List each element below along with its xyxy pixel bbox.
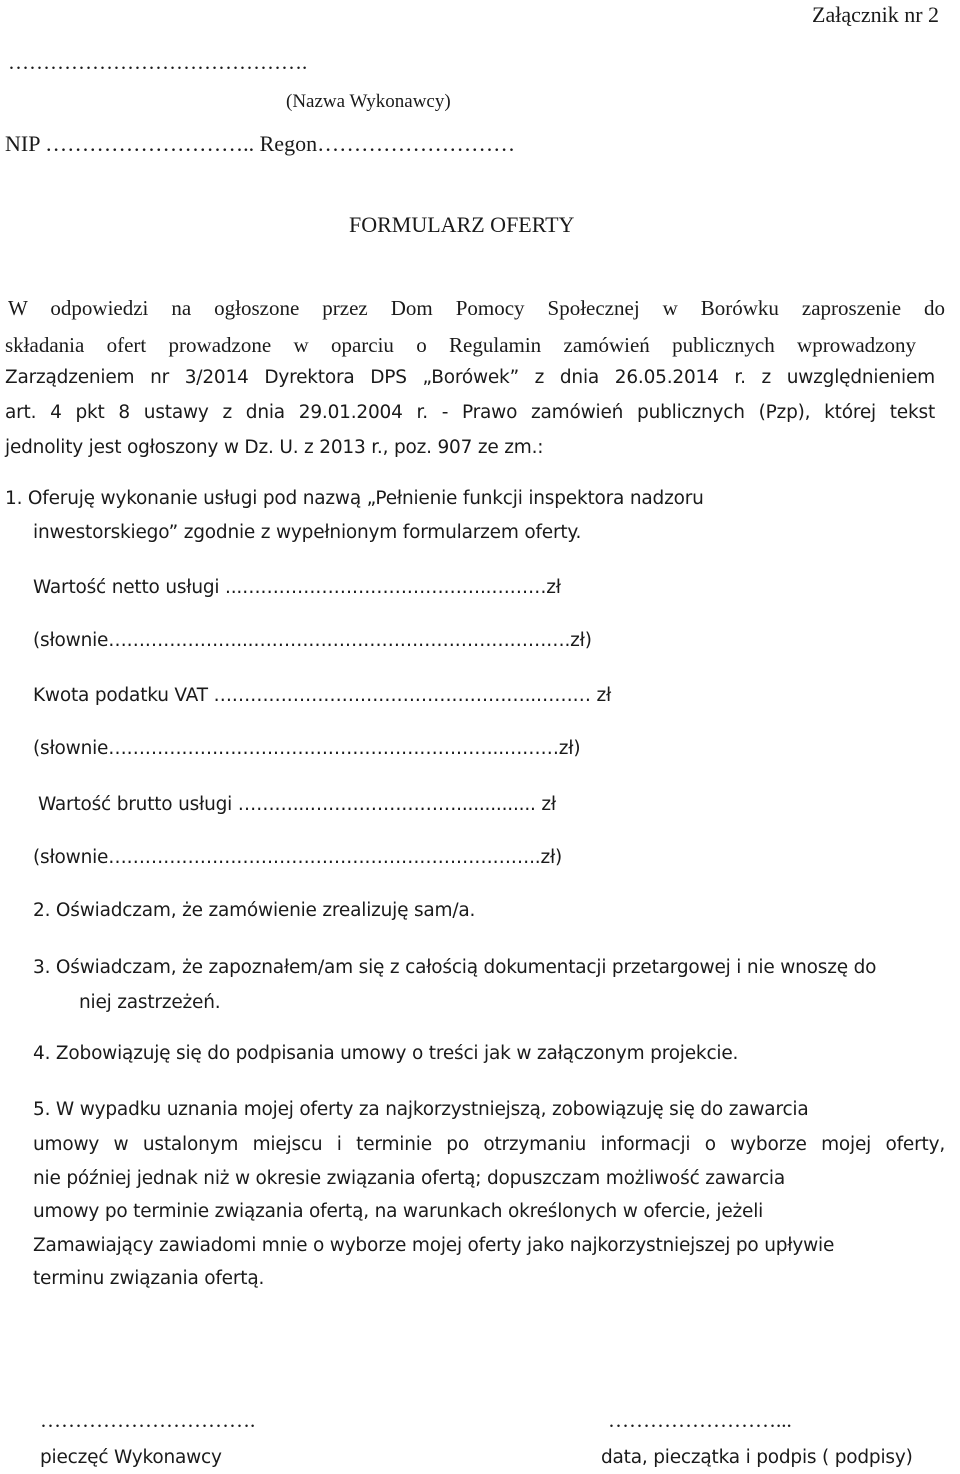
vat-amount-in-words: (słownie………………………………………………………..………zł) — [33, 738, 581, 759]
net-value-line: Wartość netto usługi ...…………………………………..………zł — [33, 577, 561, 598]
contractor-stamp-label: pieczęć Wykonawcy — [40, 1447, 222, 1468]
attachment-label: Załącznik nr 2 — [812, 2, 940, 27]
item-1-line-2: inwestorskiego” zgodnie z wypełnionym formularzem oferty. — [33, 522, 582, 543]
item-3-line-1: 3. Oświadczam, że zapoznałem/am się z całością dokumentacji przetargowej i nie wnoszę do — [33, 957, 877, 978]
item-5-line-2: umowy w ustalonym miejscu i terminie po otrzymaniu informacji o wyborze mojej oferty, — [33, 1134, 945, 1155]
item-3-line-2: niej zastrzeżeń. — [79, 992, 221, 1013]
contractor-caption: (Nazwa Wykonawcy) — [286, 91, 451, 112]
item-5-line-4: umowy po terminie związania ofertą, na warunkach określonych w ofercie, jeżeli — [33, 1201, 764, 1222]
gross-value-line: Wartość brutto usługi ………...…………………….............. zł — [38, 794, 556, 815]
item-4: 4. Zobowiązuję się do podpisania umowy o treści jak w załączonym projekcie. — [33, 1043, 739, 1064]
item-5-line-1: 5. W wypadku uznania mojej oferty za najkorzystniejszą, zobowiązuję się do zawarcia — [33, 1099, 809, 1120]
stamp-dots: …………………………. — [40, 1408, 256, 1432]
item-5-line-5: Zamawiający zawiadomi mnie o wyborze mojej oferty jako najkorzystniejszej po upływie — [33, 1235, 835, 1256]
page-title: FORMULARZ OFERTY — [349, 212, 575, 237]
item-5-line-3: nie później jednak niż w okresie związania ofertą; dopuszczam możliwość zawarcia — [33, 1168, 786, 1189]
item-1-line-1: 1. Oferuję wykonanie usługi pod nazwą „Pełnienie funkcji inspektora nadzoru — [5, 488, 704, 509]
intro-line-5: jednolity jest ogłoszony w Dz. U. z 2013 r., poz. 907 ze zm.: — [5, 437, 544, 458]
nip-regon-line: NIP ……………………….. Regon……………………… — [5, 131, 516, 156]
contractor-name-dots: ……………………………………. — [8, 50, 308, 74]
item-5-line-6: terminu związania ofertą. — [33, 1268, 265, 1289]
signature-dots: ……………………... — [608, 1408, 792, 1432]
intro-line-1: W odpowiedzi na ogłoszone przez Dom Pomocy Społecznej w Borówku zaproszenie do — [8, 296, 945, 320]
intro-line-4: art. 4 pkt 8 ustawy z dnia 29.01.2004 r. - Prawo zamówień publicznych (Pzp), której tekst — [5, 402, 935, 423]
item-2: 2. Oświadczam, że zamówienie zrealizuję sam/a. — [33, 900, 476, 921]
vat-amount-line: Kwota podatku VAT ……………………………………………..……… zł — [33, 685, 612, 706]
date-signature-label: data, pieczątka i podpis ( podpisy) — [601, 1447, 913, 1468]
net-value-in-words: (słownie…………………...…………………………………………….zł) — [33, 630, 592, 651]
intro-line-3: Zarządzeniem nr 3/2014 Dyrektora DPS „Borówek” z dnia 26.05.2014 r. z uwzględnieniem — [5, 367, 935, 388]
gross-value-in-words: (słownie……………………………………………………………..zł) — [33, 847, 563, 868]
intro-line-2: składania ofert prowadzone w oparciu o Regulamin zamówień publicznych wprowadzony — [5, 333, 916, 357]
